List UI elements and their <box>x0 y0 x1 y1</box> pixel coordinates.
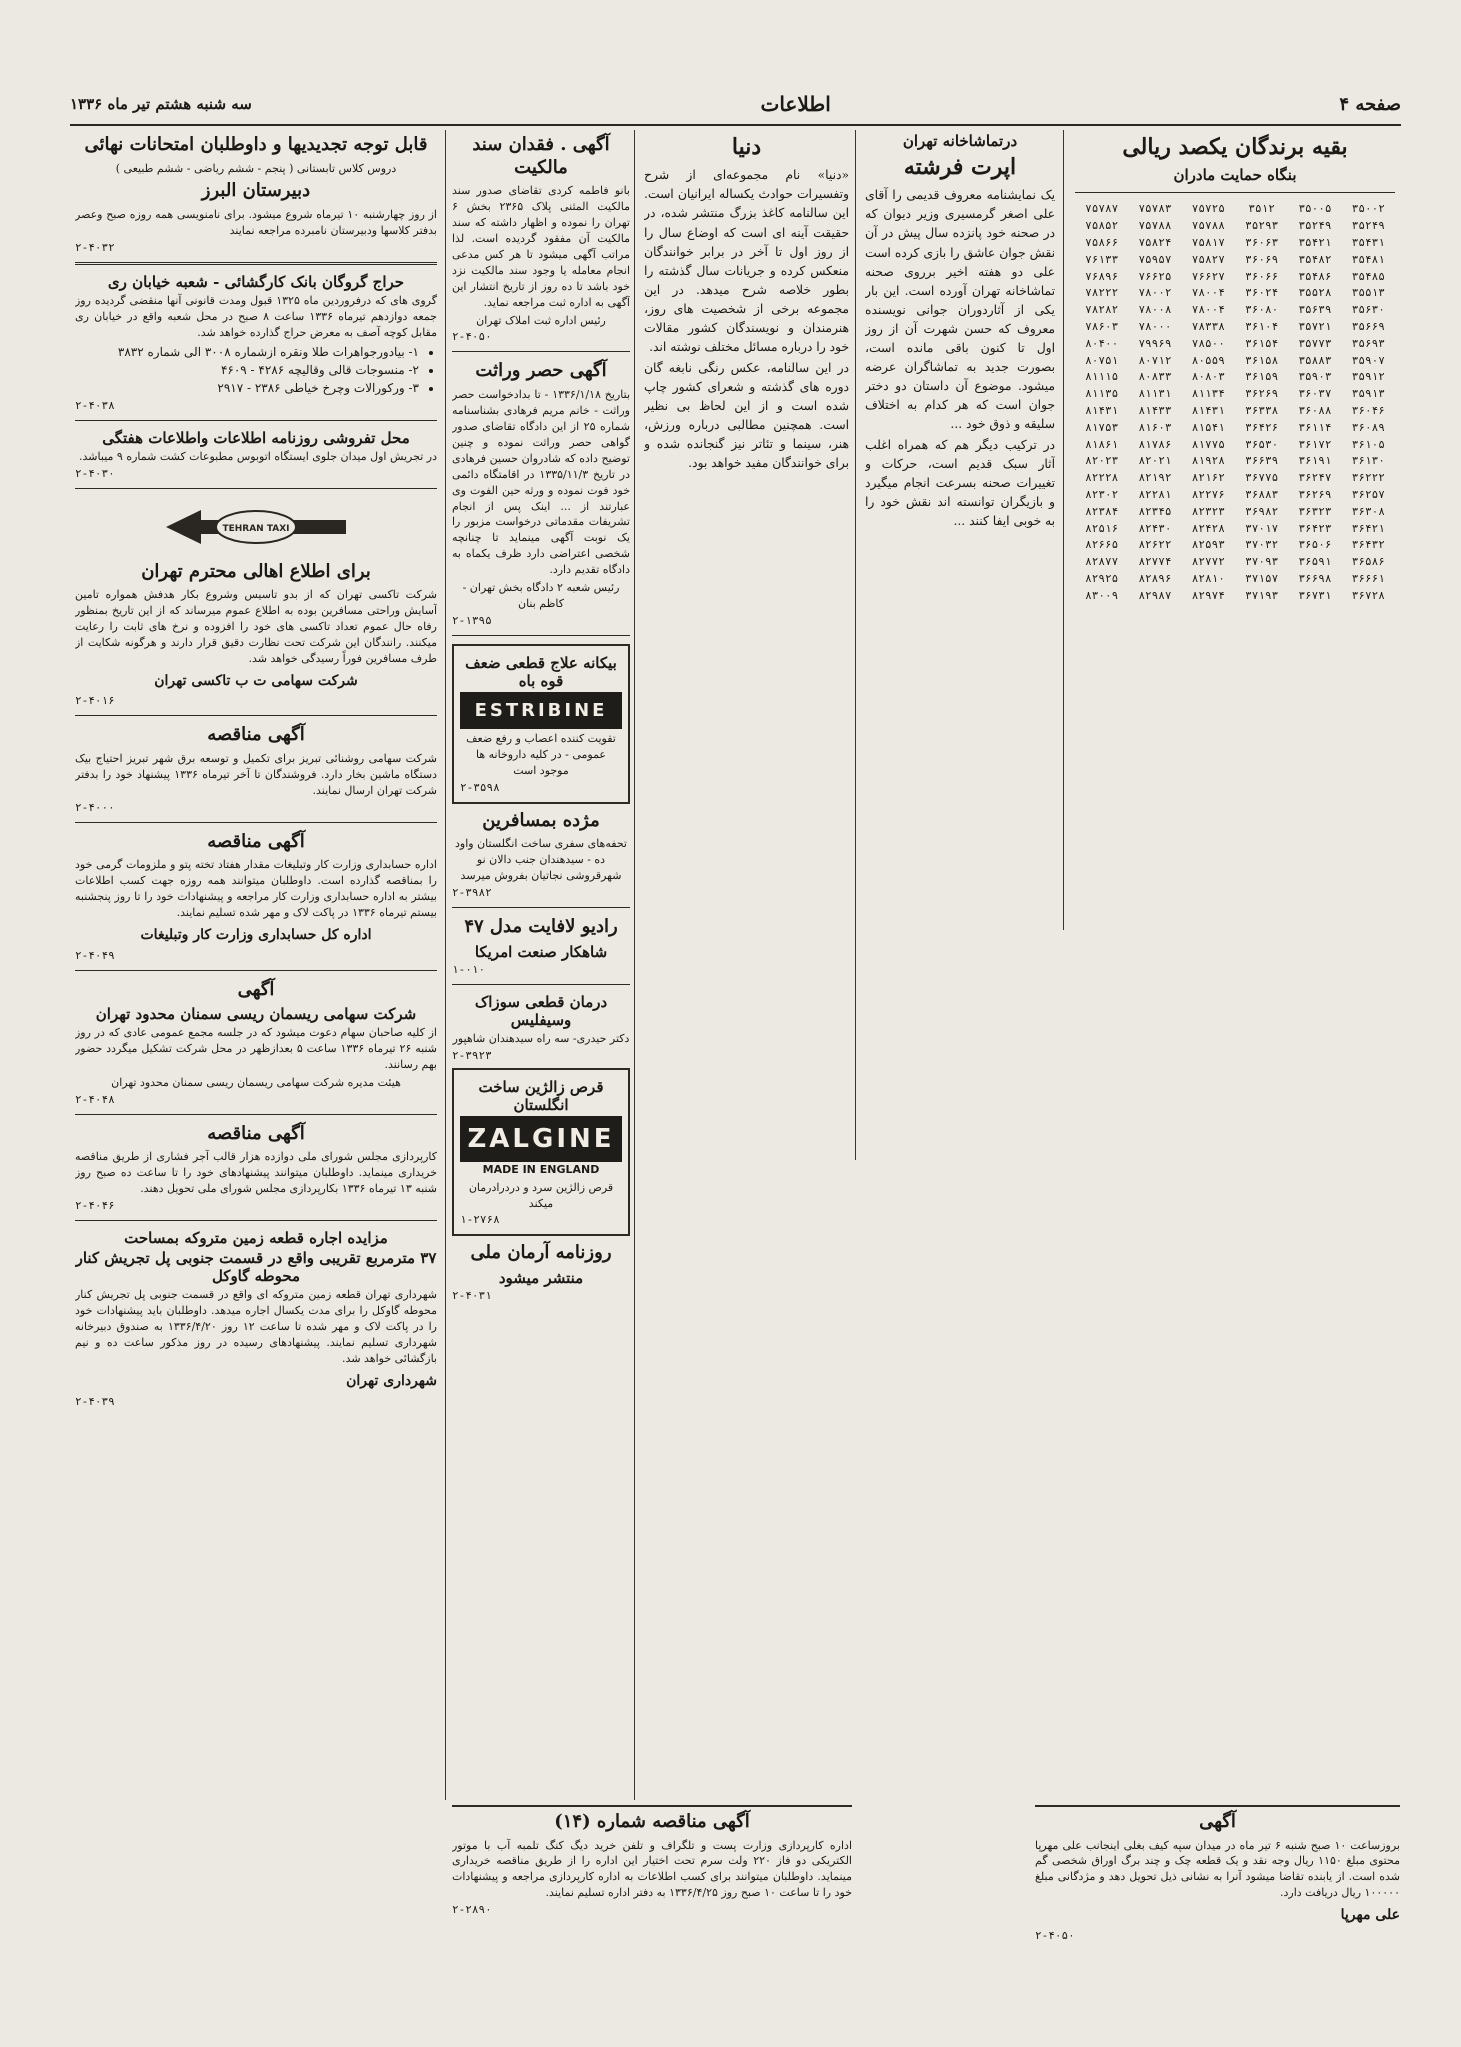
estribine-logo: ESTRIBINE <box>460 692 622 729</box>
lottery-number: ۳۶۶۹۸ <box>1298 571 1332 585</box>
lottery-number: ۷۸۰۰۸ <box>1138 303 1172 317</box>
lottery-number: ۷۵۷۸۳ <box>1138 202 1172 216</box>
lost-doc-code: ۲-۴۰۵۰ <box>452 330 492 344</box>
reward-code: ۲-۴۰۵۰ <box>1035 1928 1075 1942</box>
lottery-number: ۳۶۳۲۳ <box>1298 504 1332 518</box>
remedy-ad <box>452 993 630 1062</box>
lottery-number: ۸۲۲۲۸ <box>1085 471 1119 485</box>
world-title: دنیا <box>731 134 762 160</box>
lottery-number: ۳۶۲۶۹ <box>1298 487 1332 501</box>
tender2-title: آگهی مناقصه <box>207 830 305 852</box>
lottery-number: ۷۸۶۰۳ <box>1085 319 1119 333</box>
lottery-number: ۷۶۶۲۷ <box>1191 269 1225 283</box>
lottery-number: ۷۵۷۸۷ <box>1085 202 1119 216</box>
exam-code: ۲-۴۰۳۲ <box>75 240 115 254</box>
lottery-number: ۸۲۸۹۶ <box>1138 571 1172 585</box>
lottery-number: ۳۶۴۲۳ <box>1298 521 1332 535</box>
lottery-number: ۳۶۱۵۹ <box>1245 370 1279 384</box>
remedy-title: درمان قطعی سوزاک وسیفلیس <box>474 992 608 1029</box>
lottery-number: ۸۲۴۲۸ <box>1191 521 1225 535</box>
world-body: «دنیا» نام مجموعه‌ای از شرح وتفسیرات حوادث یکساله ایرانیان است. این سالنامه کاغذ بزرگ منتشر شده، در حقیقت آینه ای است که اوضاع سال را از روز اول تا آخر در برابر خوانندگان منعکس کرده و جریانات سال گذشته را بطور خلاصه شرح میدهد. در این مجموعه برخی از شخصیت های روز، هنرمندان و نویسندگان کشور مقالات خود را درباره مسائل مختلف نوشته اند. <box>644 168 849 354</box>
theater-title: اپرت فرشته <box>903 154 1017 180</box>
lottery-number: ۳۵۴۳۱ <box>1351 235 1385 249</box>
semnan-notice <box>75 979 437 1106</box>
remedy-code: ۲-۳۹۲۳ <box>452 1048 492 1062</box>
lottery-number: ۸۲۳۸۴ <box>1085 504 1119 518</box>
lottery-number: ۸۲۹۷۴ <box>1191 588 1225 602</box>
taxi-notice <box>75 497 437 708</box>
lottery-number: ۸۱۸۶۱ <box>1085 437 1119 451</box>
lottery-number: ۳۵۶۶۹ <box>1351 319 1385 333</box>
lottery-number: ۳۶۲۵۷ <box>1351 487 1385 501</box>
estribine-code: ۲-۳۵۹۸ <box>460 780 500 794</box>
zalgine-ad <box>452 1068 630 1237</box>
zalgine-logo: ZALGINE <box>460 1116 622 1162</box>
land-auction-title-2: ۳۷ مترمربع تقریبی واقع در قسمت جنوبی پل تجریش کنار محوطه گاوکل <box>75 1249 437 1286</box>
bank-auction-body: گروی های که درفروردین ماه ۱۳۲۵ قبول ومدت قانونی آنها منقضی گردیده روز جمعه دوازدهم تیرماه ۱۳۳۶ ساعت ۸ صبح در محل شعبه واقع در خیابان ری مقابل کوچه آصف به معرض حراج گذارده خواهد شد. <box>75 293 437 339</box>
lottery-number: ۸۲۶۶۵ <box>1085 538 1119 552</box>
tender2-body: اداره حسابداری وزارت کار وتبلیغات مقدار هفتاد تخته پتو و ملزومات گرمی خود را بمناقصه گذارده است. داوطلبان میتوانند همه روزه جهت کسب اطلاعات بیشتر به اداره حسابداری وزارت کار مراجعه و پیشنهادات خود را تا روز پنجشنبه بیستم تیرماه ۱۳۳۶ در پاکت لاک و مهر شده تسلیم نمایند. <box>75 858 437 920</box>
tender14-title: آگهی مناقصه شماره (۱۴) <box>554 1811 750 1832</box>
bank-auction-notice <box>75 273 437 412</box>
lost-doc-office: رئیس اداره ثبت املاک تهران <box>476 313 606 327</box>
lottery-number: ۳۵۹۰۳ <box>1298 370 1332 384</box>
travelers-ad <box>452 810 630 899</box>
lottery-number: ۳۵۹۱۳ <box>1351 387 1385 401</box>
tender2-sign: اداره کل حسابداری وزارت کار وتبلیغات <box>140 927 372 943</box>
lottery-number: ۳۵۴۸۲ <box>1298 252 1332 266</box>
estribine-body: تقویت کننده اعصاب و رفع ضعف عمومی - در کلیه داروخانه ها موجود است <box>466 732 616 777</box>
lottery-number: ۸۲۱۶۲ <box>1191 471 1225 485</box>
lottery-number: ۷۵۸۵۲ <box>1085 219 1119 233</box>
lottery-number: ۷۸۰۰۴ <box>1191 303 1225 317</box>
lottery-number: ۸۰۸۳۳ <box>1138 370 1172 384</box>
lottery-number: ۸۱۱۳۵ <box>1085 387 1119 401</box>
lottery-number: ۳۶۰۲۴ <box>1245 286 1279 300</box>
lottery-number: ۸۲۹۲۵ <box>1085 571 1119 585</box>
exam-title: قابل توجه تجدیدیها و داوطلبان امتحانات نهائی <box>84 134 428 155</box>
column-rule <box>855 130 856 1160</box>
lottery-number: ۷۸۲۲۲ <box>1085 286 1119 300</box>
lottery-number: ۳۶۰۶۳ <box>1245 235 1279 249</box>
lottery-number: ۸۰۷۱۲ <box>1138 353 1172 367</box>
lottery-number: ۳۶۰۴۶ <box>1351 403 1385 417</box>
lottery-number: ۳۶۱۰۵ <box>1351 437 1385 451</box>
travelers-title: مژده بمسافرین <box>482 809 600 831</box>
lottery-number: ۷۶۱۳۳ <box>1085 252 1119 266</box>
lottery-number: ۸۲۲۸۱ <box>1138 487 1172 501</box>
bank-auction-code: ۲-۴۰۳۸ <box>75 398 115 412</box>
lottery-number: ۳۶۱۰۴ <box>1245 319 1279 333</box>
bank-auction-items <box>75 343 419 397</box>
tender2-code: ۲-۴۰۴۹ <box>75 948 115 962</box>
lottery-number: ۳۷۱۹۳ <box>1245 588 1279 602</box>
theater-body-2: در ترکیب دیگر هم که همراه اغلب آثار سبک قدیم است، حرکات و تغییرات صحنه بسرعت انجام میگیرد و بازیگران توانسته اند نقش خود را به خوبی ایفا کنند ... <box>865 438 1055 529</box>
lottery-number: ۳۶۰۸۸ <box>1298 403 1332 417</box>
lottery-number: ۳۷۰۳۲ <box>1245 538 1279 552</box>
lottery-number: ۸۱۷۵۳ <box>1085 420 1119 434</box>
land-auction-code: ۲-۴۰۳۹ <box>75 1394 115 1408</box>
semnan-code: ۲-۴۰۴۸ <box>75 1092 115 1106</box>
lottery-number: ۷۵۸۲۴ <box>1138 235 1172 249</box>
lottery-number: ۳۶۱۳۰ <box>1351 454 1385 468</box>
armanmeli-code: ۲-۴۰۳۱ <box>452 1288 492 1302</box>
bank-auction-title: حراج گروگان بانک کارگشائی - شعبه خیابان ری <box>107 272 405 291</box>
lottery-number: ۳۷۱۵۷ <box>1245 571 1279 585</box>
theater-header: درتماشاخانه تهران <box>902 132 1018 150</box>
lost-doc-body: بانو فاطمه کردی تقاضای صدور سند مالکیت المثنی پلاک ۲۳۶۵ بخش ۶ تهران را نموده و اظهار داشته که سند مالکیت آن مفقود گردیده است. لذا مراتب آگهی میشود تا هر کس مدعی انجام معامله یا وجود سند مالکیت نزد خود باشد تا ده روز از تاریخ انتشار این آگهی به اداره ثبت مراجعه نماید. <box>452 184 630 309</box>
lottery-number: ۳۵۹۰۷ <box>1351 353 1385 367</box>
distribution-notice <box>75 429 437 480</box>
lost-doc-title: آگهی . فقدان سند مالکیت <box>472 134 610 178</box>
lottery-number: ۳۵۰۰۲ <box>1351 202 1385 216</box>
exam-notice <box>75 134 437 254</box>
armanmeli-title: روزنامه آرمان ملی <box>470 1242 612 1264</box>
reward-body: بروزساعت ۱۰ صبح شنبه ۶ تیر ماه در میدان سپه کیف بغلی اینجانب علی مهرپا محتوی مبلغ ۱۱۵۰ ریال وجه نقد و یک قطعه چک و چند برگ اوراق شخصی گم شده است. از یابنده تقاضا میشود آنرا به نشانی ذیل تحویل دهد و مژدگانی مبلغ ۱۰۰۰۰۰ ریال دریافت دارد. <box>1035 1838 1400 1900</box>
lottery-number: ۳۷۰۱۷ <box>1245 521 1279 535</box>
lottery-number: ۳۶۲۴۷ <box>1298 471 1332 485</box>
lottery-number: ۳۵۲۹۳ <box>1245 219 1279 233</box>
column-rule <box>1063 130 1064 930</box>
lottery-number: ۷۶۸۹۶ <box>1085 269 1119 283</box>
tender14-code: ۲-۲۸۹۰ <box>452 1903 492 1917</box>
page-number: صفحه ۴ <box>1339 93 1401 115</box>
masthead <box>70 84 1401 126</box>
lottery-number: ۸۰۸۰۳ <box>1191 370 1225 384</box>
lottery-number: ۳۵۵۱۳ <box>1351 286 1385 300</box>
lottery-subtitle: بنگاه حمایت مادران <box>1173 166 1297 185</box>
lottery-number: ۸۲۵۹۳ <box>1191 538 1225 552</box>
lottery-number: ۸۲۳۴۵ <box>1138 504 1172 518</box>
taxi-logo <box>75 497 437 557</box>
lottery-number: ۳۶۴۲۶ <box>1245 420 1279 434</box>
tender-notice-3 <box>75 1123 437 1212</box>
tender-notice-1 <box>75 724 437 813</box>
lottery-number: ۸۱۷۸۶ <box>1138 437 1172 451</box>
radio-ad <box>452 916 630 976</box>
tender-notice-2 <box>75 831 437 962</box>
lottery-number: ۸۲۱۹۲ <box>1138 471 1172 485</box>
lottery-number: ۷۸۰۰۴ <box>1191 286 1225 300</box>
lottery-number: ۳۶۷۷۵ <box>1245 471 1279 485</box>
zalgine-code: ۱-۲۷۶۸ <box>460 1213 500 1227</box>
lottery-number: ۳۵۶۹۳ <box>1351 336 1385 350</box>
land-auction-title: مزایده اجاره قطعه زمین متروکه بمساحت <box>124 1229 388 1248</box>
lottery-number: ۳۵۶۳۰ <box>1351 303 1385 317</box>
lottery-number: ۸۱۵۴۱ <box>1191 420 1225 434</box>
lottery-number: ۸۲۴۳۰ <box>1138 521 1172 535</box>
lottery-number: ۷۵۸۲۷ <box>1191 252 1225 266</box>
lottery-number: ۳۵۸۸۳ <box>1298 353 1332 367</box>
distribution-code: ۲-۴۰۳۰ <box>75 466 115 480</box>
radio-title: رادیو لافایت مدل ۴۷ <box>464 916 618 938</box>
lottery-number: ۳۵۲۴۹ <box>1298 219 1332 233</box>
radio-sub: شاهکار صنعت امریکا <box>474 942 608 961</box>
taxi-arrow-icon <box>161 502 351 552</box>
lottery-number: ۸۱۶۰۳ <box>1138 420 1172 434</box>
lottery-number: ۳۶۳۰۸ <box>1351 504 1385 518</box>
tender3-title: آگهی مناقصه <box>207 1122 305 1144</box>
lottery-number: ۳۵۷۲۱ <box>1298 319 1332 333</box>
lottery-number: ۷۹۹۶۹ <box>1138 336 1172 350</box>
lottery-number: ۳۶۱۵۸ <box>1245 353 1279 367</box>
lottery-number: ۸۱۱۳۱ <box>1138 387 1172 401</box>
lottery-number: ۳۶۶۳۹ <box>1245 454 1279 468</box>
lottery-number: ۷۸۳۳۸ <box>1191 319 1225 333</box>
lottery-number: ۳۶۰۳۷ <box>1298 387 1332 401</box>
lottery-number: ۳۶۰۸۰ <box>1245 303 1279 317</box>
lottery-number: ۸۲۹۸۷ <box>1138 588 1172 602</box>
theater-column <box>865 130 1055 1160</box>
lottery-number: ۳۵۴۸۵ <box>1351 269 1385 283</box>
lottery-number: ۸۲۸۷۷ <box>1085 555 1119 569</box>
lottery-number: ۳۷۰۹۳ <box>1245 555 1279 569</box>
issue-date: سه شنبه هشتم تیر ماه ۱۳۳۶ <box>70 95 252 113</box>
semnan-subtitle: شرکت سهامی ریسمان ریسی سمنان محدود تهران <box>95 1005 417 1024</box>
lottery-number: ۸۱۴۳۱ <box>1085 403 1119 417</box>
lottery-number: ۳۶۱۷۲ <box>1298 437 1332 451</box>
remedy-body: دکتر حیدری- سه راه سیدهندان شاهپور <box>452 1031 630 1045</box>
tender1-code: ۲-۴۰۰۰ <box>75 800 115 814</box>
lottery-number: ۳۶۵۹۱ <box>1298 555 1332 569</box>
lottery-number: ۷۸۰۰۲ <box>1138 286 1172 300</box>
inheritance-body: بتاریخ ۱۳۳۶/۱/۱۸ - تا بدادخواست حصر وراثت - خانم مریم فرهادی بشناسنامه شماره ۲۵ از این دادگاه تقاضای صدور گواهی حصر وراثت نموده و چنین توضیح داده که شادروان حسین فرهادی در تاریخ ۱۳۳۵/۱۱/۳ در اقامتگاه دائمی خود فوت نموده و ورثه حین الفوت وی عبارتند از ... اینک پس از انجام تشریفات مقدماتی درخواست مزبور را یک نوبت آگهی مینماید تا چنانچه شخصی اعتراضی دارد ظرف یکماه به دادگاه تقدیم دارد. <box>452 387 630 577</box>
lottery-number: ۸۱۴۳۱ <box>1191 403 1225 417</box>
lottery-number: ۳۶۶۶۱ <box>1351 571 1385 585</box>
lottery-number: ۷۵۷۸۸ <box>1138 219 1172 233</box>
world-body-2: در این سالنامه، عکس رنگی نابغه گان دوره های گذشته و شعرای کشور چاپ شده است و از این لحاظ بی نظیر است. همچنین مطالبی درباره ورزش، هنر، سینما و تئاتر نیز گنجانده شده و برای خوانندگان مفید خواهد بود. <box>644 360 849 471</box>
tender3-body: کارپردازی مجلس شورای ملی دوازده هزار قالب آجر فشاری از طریق مناقصه خریداری مینماید. داوطلبان میتوانند پیشنهادهای خود را تا ساعت ده صبح روز شنبه ۱۳ تیرماه ۱۳۳۶ بکارپردازی مجلس شورای ملی تحویل دهند. <box>75 1150 437 1196</box>
tender1-title: آگهی مناقصه <box>207 724 305 746</box>
reward-title: آگهی <box>1199 1811 1236 1832</box>
lottery-number: ۳۶۷۳۱ <box>1298 588 1332 602</box>
lottery-number: ۸۰۴۰۰ <box>1085 336 1119 350</box>
lottery-number: ۳۶۴۲۱ <box>1351 521 1385 535</box>
ads-column-middle <box>452 130 630 1800</box>
lottery-number: ۸۲۰۲۳ <box>1085 454 1119 468</box>
lottery-number: ۸۱۷۷۵ <box>1191 437 1225 451</box>
lottery-number: ۷۸۰۰۰ <box>1138 319 1172 333</box>
radio-code: ۱-۰۱۰ <box>452 962 486 976</box>
lottery-number: ۷۵۷۸۸ <box>1191 219 1225 233</box>
tender1-body: شرکت سهامی روشنائی تبریز برای تکمیل و توسعه برق شهر تبریز احتیاج بیک دستگاه ماشین بخار دارد. فروشندگان تا آخر تیرماه ۱۳۳۶ پیشنهاد خود را بدفتر شرکت تهران ارسال نمایند. <box>75 751 437 797</box>
list-item: • ۲- منسوجات قالی وقالیچه ۴۲۸۶ - ۴۶۰۹ <box>75 361 419 379</box>
inheritance-sign: رئیس شعبه ۲ دادگاه بخش تهران - کاظم بنان <box>462 581 620 611</box>
lottery-number: ۸۱۹۲۸ <box>1191 454 1225 468</box>
ads-column-left <box>75 130 437 1800</box>
lottery-number: ۷۵۷۲۵ <box>1191 202 1225 216</box>
lottery-number: ۸۲۷۷۴ <box>1138 555 1172 569</box>
lottery-number: ۳۵۱۲ <box>1248 202 1275 216</box>
paper-name: اطلاعات <box>760 92 831 116</box>
lottery-number: ۳۶۵۸۶ <box>1351 555 1385 569</box>
zalgine-made-in: MADE IN ENGLAND <box>482 1162 600 1176</box>
semnan-title: آگهی <box>237 978 275 1000</box>
lottery-number: ۸۱۱۱۵ <box>1085 370 1119 384</box>
lottery-number: ۳۵۷۷۳ <box>1298 336 1332 350</box>
lottery-number: ۳۵۴۸۶ <box>1298 269 1332 283</box>
list-item: • ۱- بیادورجواهرات طلا ونقره ازشماره ۳۰۰۸ الی شماره ۳۸۳۲ <box>75 343 419 361</box>
lottery-number: ۸۰۵۵۹ <box>1191 353 1225 367</box>
lottery-numbers <box>1075 201 1395 604</box>
lottery-number: ۳۵۲۴۹ <box>1351 219 1385 233</box>
lottery-number: ۷۸۵۰۰ <box>1191 336 1225 350</box>
taxi-body: شرکت تاکسی تهران که از بدو تاسیس وشروع بکار هدفش همواره تامین آسایش وراحتی مسافرین بوده به اطلاع عموم میرساند که از این تاریخ بمنظور رفاه حال عموم تعداد تاکسی های خود را افزوده و نرخ های ثابت را رعایت میکنند. رانندگان این شرکت تحت نظارت دقیق قرار دارند و هرگونه شکایت از طرف مسافرین فوراً رسیدگی خواهد شد. <box>75 588 437 665</box>
lottery-number: ۳۵۴۸۱ <box>1351 252 1385 266</box>
lottery-number: ۳۵۶۳۹ <box>1298 303 1332 317</box>
inheritance-code: ۲-۱۳۹۵ <box>452 614 492 628</box>
semnan-body: از کلیه صاحبان سهام دعوت میشود که در جلسه مجمع عمومی عادی که در روز شنبه ۲۶ تیرماه ۱۳۳۶ ساعت ۵ بعدازظهر در محل شرکت تشکیل میگردد حضور بهم رسانند. <box>75 1026 437 1072</box>
exam-subtitle: دروس کلاس تابستانی ( پنجم - ششم ریاضی - ششم طبیعی ) <box>115 161 397 175</box>
estribine-ad <box>452 644 630 804</box>
lottery-number: ۸۲۳۲۳ <box>1191 504 1225 518</box>
lottery-number: ۳۶۵۰۶ <box>1298 538 1332 552</box>
lottery-number: ۳۶۰۶۹ <box>1245 252 1279 266</box>
distribution-body: در تجریش اول میدان جلوی ایستگاه اتوبوس مطبوعات کشت شماره ۹ میباشد. <box>79 449 437 463</box>
lottery-number: ۳۶۰۸۹ <box>1351 420 1385 434</box>
tender3-code: ۲-۴۰۴۶ <box>75 1199 115 1213</box>
lottery-number: ۳۶۳۳۸ <box>1245 403 1279 417</box>
reward-sign: علی مهرپا <box>1340 1907 1400 1924</box>
lottery-number: ۳۵۹۱۲ <box>1351 370 1385 384</box>
land-auction-notice <box>75 1229 437 1407</box>
lottery-number: ۳۵۵۲۸ <box>1298 286 1332 300</box>
taxi-company: شرکت سهامی ت ب تاکسی تهران <box>154 672 358 689</box>
lottery-number: ۸۲۳۰۲ <box>1085 487 1119 501</box>
lottery-number: ۸۱۱۳۴ <box>1191 387 1225 401</box>
lost-document-notice <box>452 134 630 343</box>
column-rule <box>445 130 446 1800</box>
lottery-number: ۸۲۸۱۰ <box>1191 571 1225 585</box>
exam-body: از روز چهارشنبه ۱۰ تیرماه شروع میشود. برای نامنویسی همه روزه صبح وعصر بدفتر کلاسها ودبیرستان نامبرده مراجعه نمایند <box>75 207 437 237</box>
lottery-number: ۳۶۴۳۲ <box>1351 538 1385 552</box>
taxi-title: برای اطلاع اهالی محترم تهران <box>141 560 371 582</box>
lottery-number: ۳۵۴۲۱ <box>1298 235 1332 249</box>
lottery-number: ۸۲۲۷۶ <box>1191 487 1225 501</box>
lottery-number: ۳۶۸۸۳ <box>1245 487 1279 501</box>
lottery-number: ۷۶۶۲۵ <box>1138 269 1172 283</box>
lottery-number: ۳۶۹۸۲ <box>1245 504 1279 518</box>
armanmeli-sub: منتشر میشود <box>498 1268 584 1287</box>
list-item: • ۳- ورکورالات وچرخ خیاطی ۲۳۸۶ - ۲۹۱۷ <box>75 379 419 397</box>
tender14-body: اداره کارپردازی وزارت پست و تلگراف و تلفن خرید دیگ کنگ تلمبه آب با موتور الکتریکی دو فاز ۲۲۰ ولت سرم تحت اختیار این اداره را از طریق مناقصه خریداری مینماید. داوطلبان میتوانند برای کسب اطلاعات به اداره کارپردازی مراجعه و پیشنهادات خود را تا ساعت ۱۰ صبح روز ۱۳۳۶/۴/۲۵ به دفتر اداره تسلیم نمایند. <box>452 1838 852 1900</box>
zalgine-header: قرص زالژین ساخت انگلستان <box>478 1077 604 1114</box>
lottery-number: ۳۶۲۶۹ <box>1245 387 1279 401</box>
lottery-number: ۸۲۰۲۱ <box>1138 454 1172 468</box>
lottery-number: ۳۶۵۳۰ <box>1245 437 1279 451</box>
estribine-header: بیکانه علاج قطعی ضعف قوه باه <box>465 654 617 691</box>
inheritance-notice <box>452 360 630 627</box>
lottery-number: ۷۵۹۵۷ <box>1138 252 1172 266</box>
lottery-number: ۳۵۰۰۵ <box>1298 202 1332 216</box>
lottery-number: ۷۵۸۱۷ <box>1191 235 1225 249</box>
lottery-number: ۸۳۰۰۹ <box>1085 588 1119 602</box>
lottery-number: ۳۶۷۲۸ <box>1351 588 1385 602</box>
distribution-title: محل تفروشی روزنامه اطلاعات واطلاعات هفتگی <box>102 428 410 447</box>
taxi-logo-text: TEHRAN TAXI <box>222 523 290 534</box>
lottery-number: ۷۵۸۶۶ <box>1085 235 1119 249</box>
lottery-number: ۸۱۴۳۳ <box>1138 403 1172 417</box>
column-rule <box>634 130 635 1800</box>
theater-body: یک نمایشنامه معروف قدیمی را آقای علی اصغر گرمسیری وزیر دیوان که در صحنه خود پانزده سال پیش در آن نقش جوان عاشق را بازی کرده است علی دو هفته اخیر برروی صحنه تماشاخانه تهران آورده است. این بار یکی از آثاردوران جوانی نویسنده معروف که حسن شهرت آن از روز اول تا کنون باقی مانده است، بصورت جدید به تماشاگران عرضه میشود. موضوع آن داستان دو دختر جوان است که هر کدام به اختلاف سلیقه و ذوق خود ... <box>865 188 1055 431</box>
lottery-number: ۳۶۱۱۴ <box>1298 420 1332 434</box>
lottery-section <box>1075 130 1395 910</box>
lottery-number: ۳۶۱۹۱ <box>1298 454 1332 468</box>
tender-14-notice <box>452 1805 852 2017</box>
world-column <box>644 130 849 1210</box>
lottery-title: بقیه برندگان یکصد ریالی <box>1122 134 1348 160</box>
lottery-number: ۳۶۲۲۲ <box>1351 471 1385 485</box>
land-auction-sign: شهرداری تهران <box>346 1372 437 1389</box>
travelers-code: ۲-۳۹۸۲ <box>452 886 492 900</box>
zalgine-footer: قرص زالژین سرد و دردرادرمان میکند <box>468 1180 614 1210</box>
reward-notice <box>1035 1805 1400 2017</box>
lottery-number: ۸۲۷۷۲ <box>1191 555 1225 569</box>
land-auction-body: شهرداری تهران قطعه زمین متروکه ای واقع در قسمت جنوبی پل تجریش کنار محوطه گاوکل را برای مدت یکسال اجاره میدهد. داوطلبان باید پیشنهادات خود را در پاکت لاک و مهر شده تا ساعت ۱۲ روز ۱۳۳۶/۴/۲۰ به صندوق دبیرخانه شهرداری تسلیم نمایند. پیشنهادهای رسیده در روز مذکور ساعت ده و نیم بازگشائی خواهد شد. <box>75 1288 437 1365</box>
lottery-number: ۳۶۰۶۶ <box>1245 269 1279 283</box>
lottery-number: ۸۲۵۱۶ <box>1085 521 1119 535</box>
lottery-number: ۳۶۱۵۴ <box>1245 336 1279 350</box>
taxi-code: ۲-۴۰۱۶ <box>75 694 115 708</box>
armanmeli-ad <box>452 1242 630 1302</box>
lottery-number: ۸۰۷۵۱ <box>1085 353 1119 367</box>
semnan-sign: هیئت مدیره شرکت سهامی ریسمان ریسی سمنان محدود تهران <box>111 1076 401 1089</box>
lottery-number: ۷۸۲۸۲ <box>1085 303 1119 317</box>
inheritance-title: آگهی حصر وراثت <box>475 360 607 382</box>
travelers-body: تحفه‌های سفری ساخت انگلستان واود ده - سیدهندان جنب دالان نو شهرقروشی نجاتیان بفروش میرسد <box>455 837 627 883</box>
exam-school: دبیرستان البرز <box>201 180 311 202</box>
lottery-number: ۸۲۶۲۲ <box>1138 538 1172 552</box>
